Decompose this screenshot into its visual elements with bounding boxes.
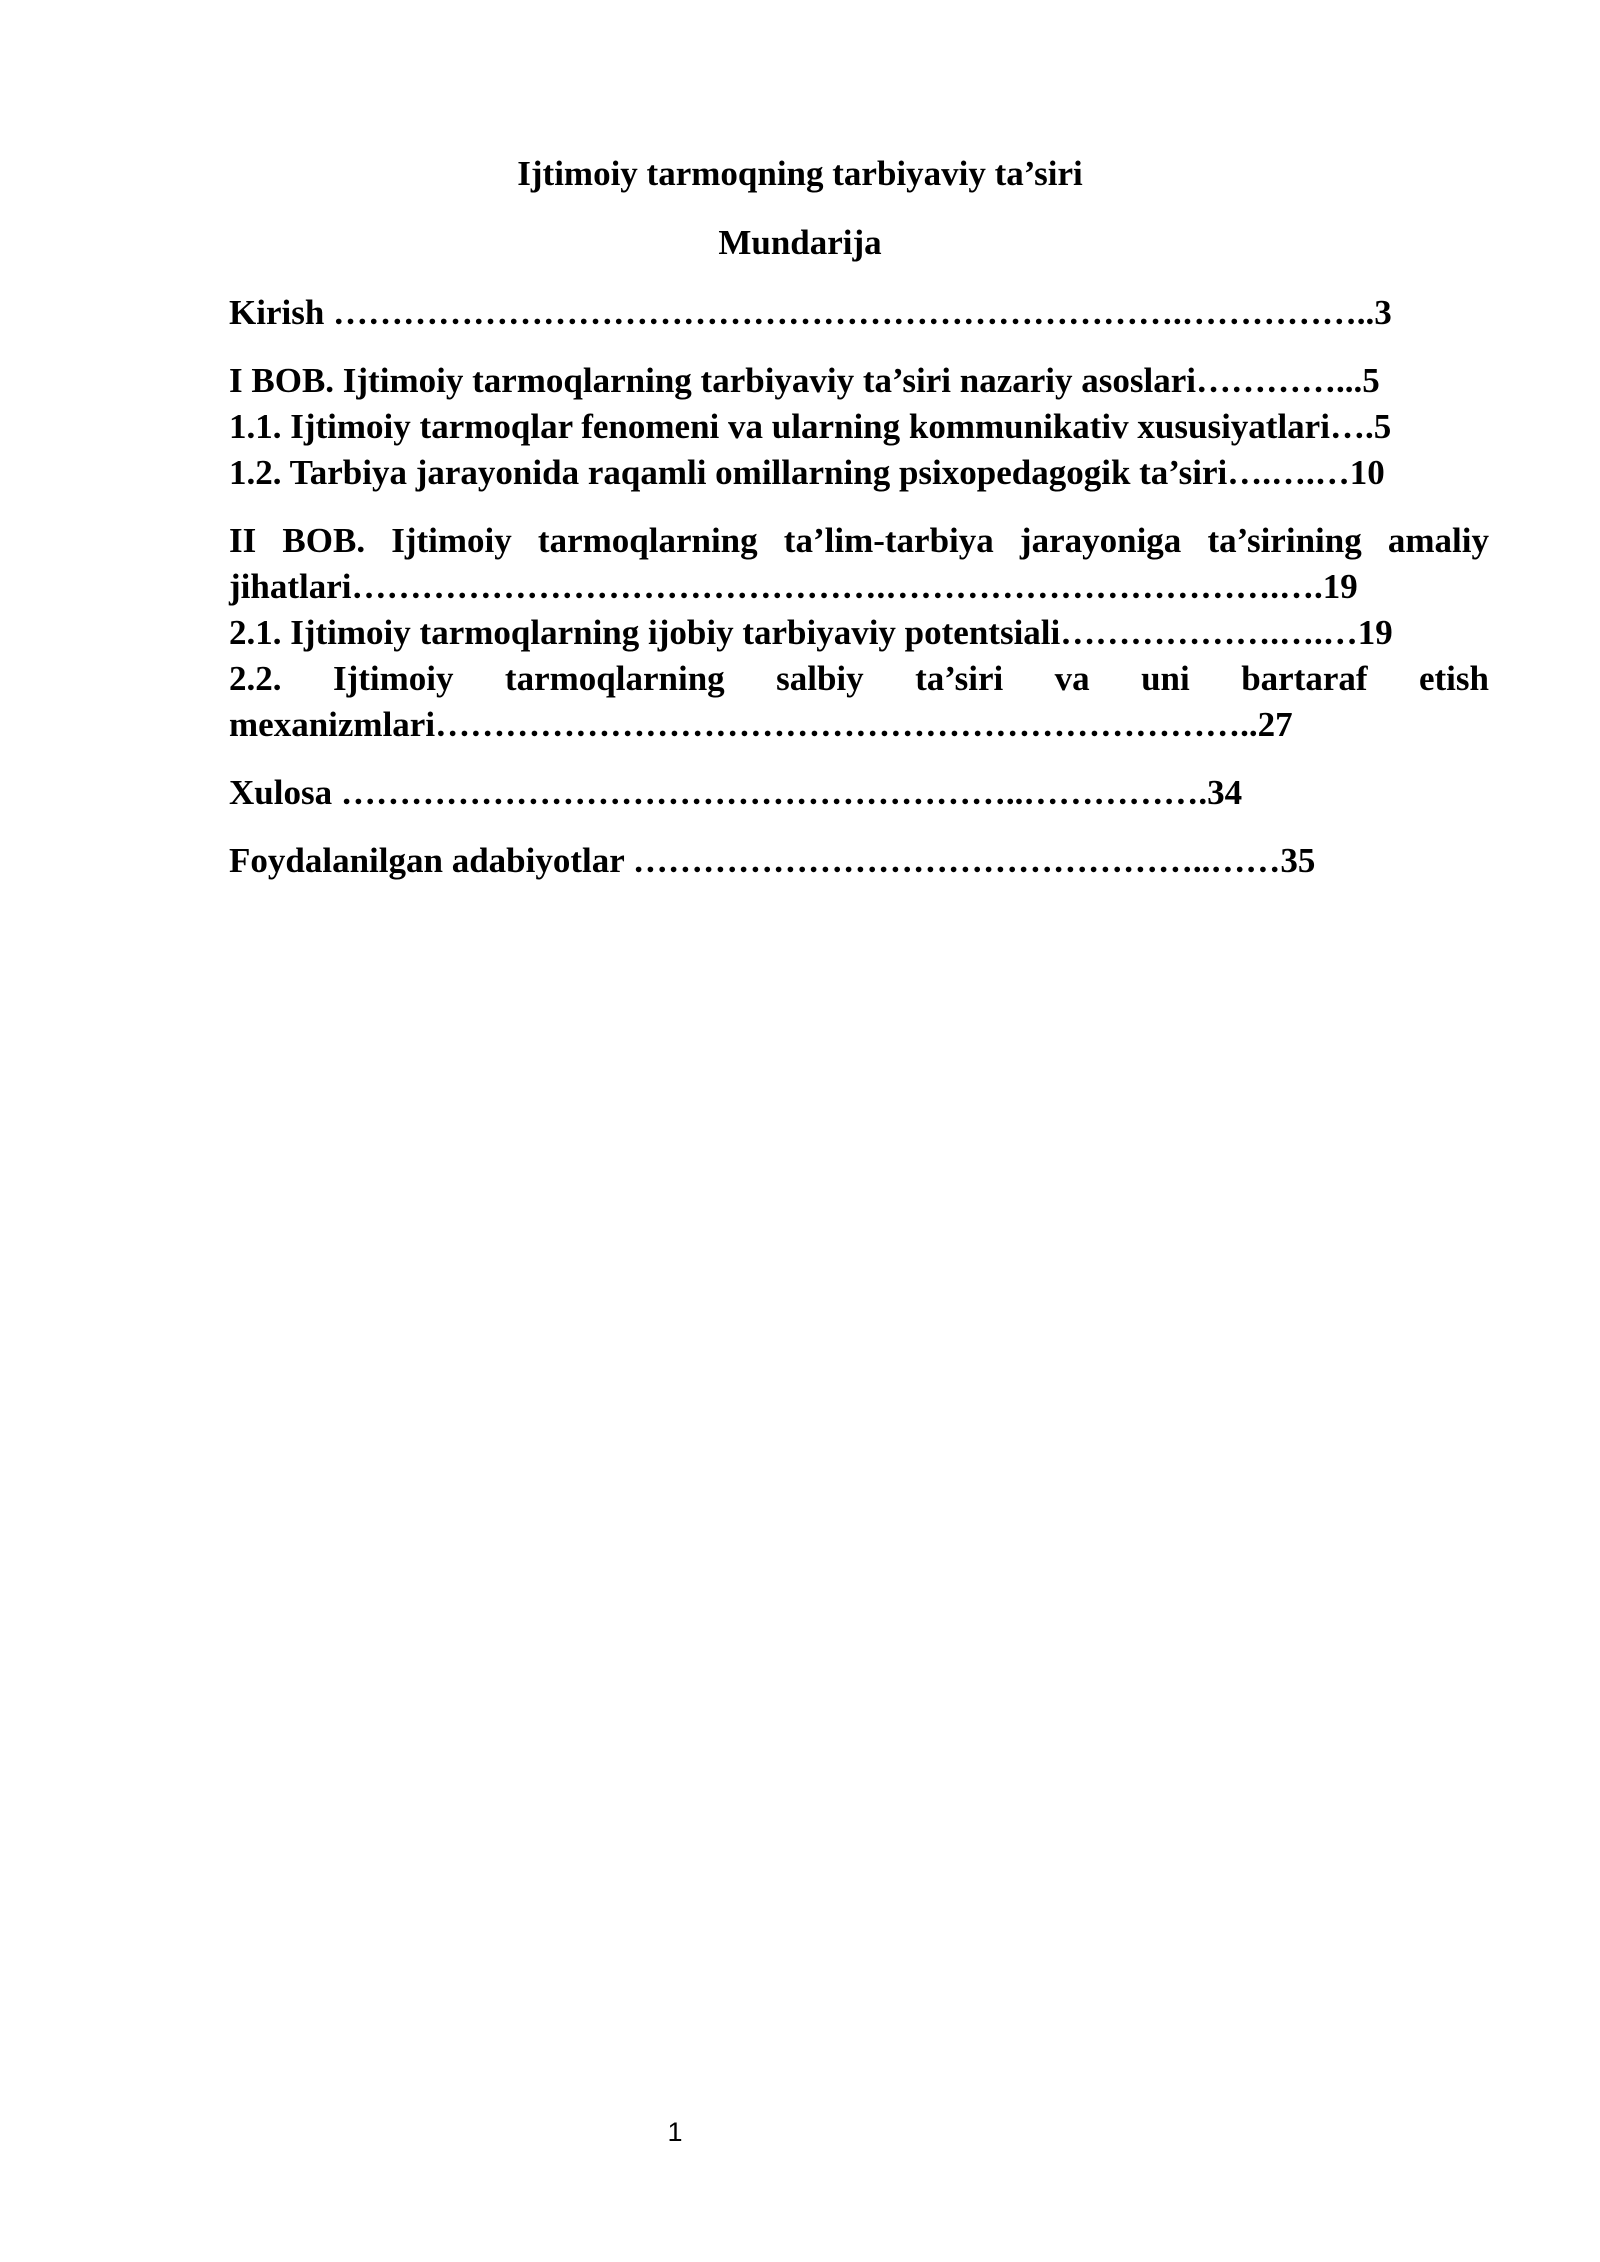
toc-entry-page: 19 (1357, 613, 1393, 652)
toc-dot-leader: ……………………………………………………………….…………….. (333, 293, 1375, 332)
toc-entry-1-2[interactable] (229, 450, 1489, 496)
toc-dot-leader: ….….… (1227, 453, 1350, 492)
toc-entry-2-1[interactable] (229, 610, 1489, 656)
toc-entry-page: 19 (1322, 567, 1358, 606)
toc-entry-introduction[interactable] (229, 290, 1489, 336)
toc-entry-label: Foydalanilgan adabiyotlar (229, 841, 633, 880)
toc-entry-conclusion[interactable] (229, 770, 1489, 816)
toc-heading: Mundarija (718, 223, 882, 262)
toc-entry-chapter-2[interactable] (229, 518, 1489, 610)
toc-entry-page: 3 (1374, 293, 1392, 332)
toc-entry-chapter-1[interactable] (229, 358, 1489, 404)
toc-dot-leader: ……………….….… (1060, 613, 1358, 652)
table-of-contents (229, 290, 1489, 884)
toc-dot-leader: …………………………………………………..……………. (340, 773, 1208, 812)
toc-dot-leader: …………………………………………………………….. (435, 705, 1258, 744)
toc-entry-label: 1.1. Ijtimoiy tarmoqlar fenomeni va ularning kommunikativ xususiyatlari (229, 407, 1330, 446)
toc-dot-leader: …. (1329, 407, 1374, 446)
toc-entry-label: 1.2. Tarbiya jarayonida raqamli omillarning psixopedagogik ta’siri (229, 453, 1228, 492)
toc-entry-page: 27 (1257, 705, 1293, 744)
toc-entry-2-2[interactable] (229, 656, 1489, 748)
toc-entry-page: 10 (1349, 453, 1385, 492)
toc-entry-references[interactable] (229, 838, 1489, 884)
toc-entry-label: 2.1. Ijtimoiy tarmoqlarning ijobiy tarbiyaviy potentsiali (229, 613, 1061, 652)
toc-entry-page: 35 (1280, 841, 1316, 880)
document-title: Ijtimoiy tarmoqning tarbiyaviy ta’siri (517, 154, 1083, 193)
toc-entry-label: Xulosa (229, 773, 341, 812)
toc-entry-label: I BOB. Ijtimoiy tarmoqlarning tarbiyaviy ta’siri nazariy asoslari (229, 361, 1196, 400)
toc-entry-label: II BOB. Ijtimoiy tarmoqlarning ta’lim-tarbiya jarayoniga ta’sirining amaliy jihatlari (229, 521, 1489, 606)
toc-entry-page: 5 (1373, 407, 1392, 446)
toc-entry-page: 5 (1362, 361, 1380, 400)
page-number: 1 (667, 2117, 683, 2147)
toc-entry-label: 2.2. Ijtimoiy tarmoqlarning salbiy ta’siri va uni bartaraf etish mexanizmlari (229, 659, 1489, 744)
toc-entry-page: 34 (1207, 773, 1243, 812)
toc-entry-1-1[interactable] (229, 404, 1489, 450)
toc-entry-label: Kirish (229, 293, 334, 332)
toc-dot-leader: ……………………………………….…………………………….…. (351, 567, 1323, 606)
toc-dot-leader: …………………………………………..…… (632, 841, 1281, 880)
toc-dot-leader: …………... (1196, 361, 1363, 400)
